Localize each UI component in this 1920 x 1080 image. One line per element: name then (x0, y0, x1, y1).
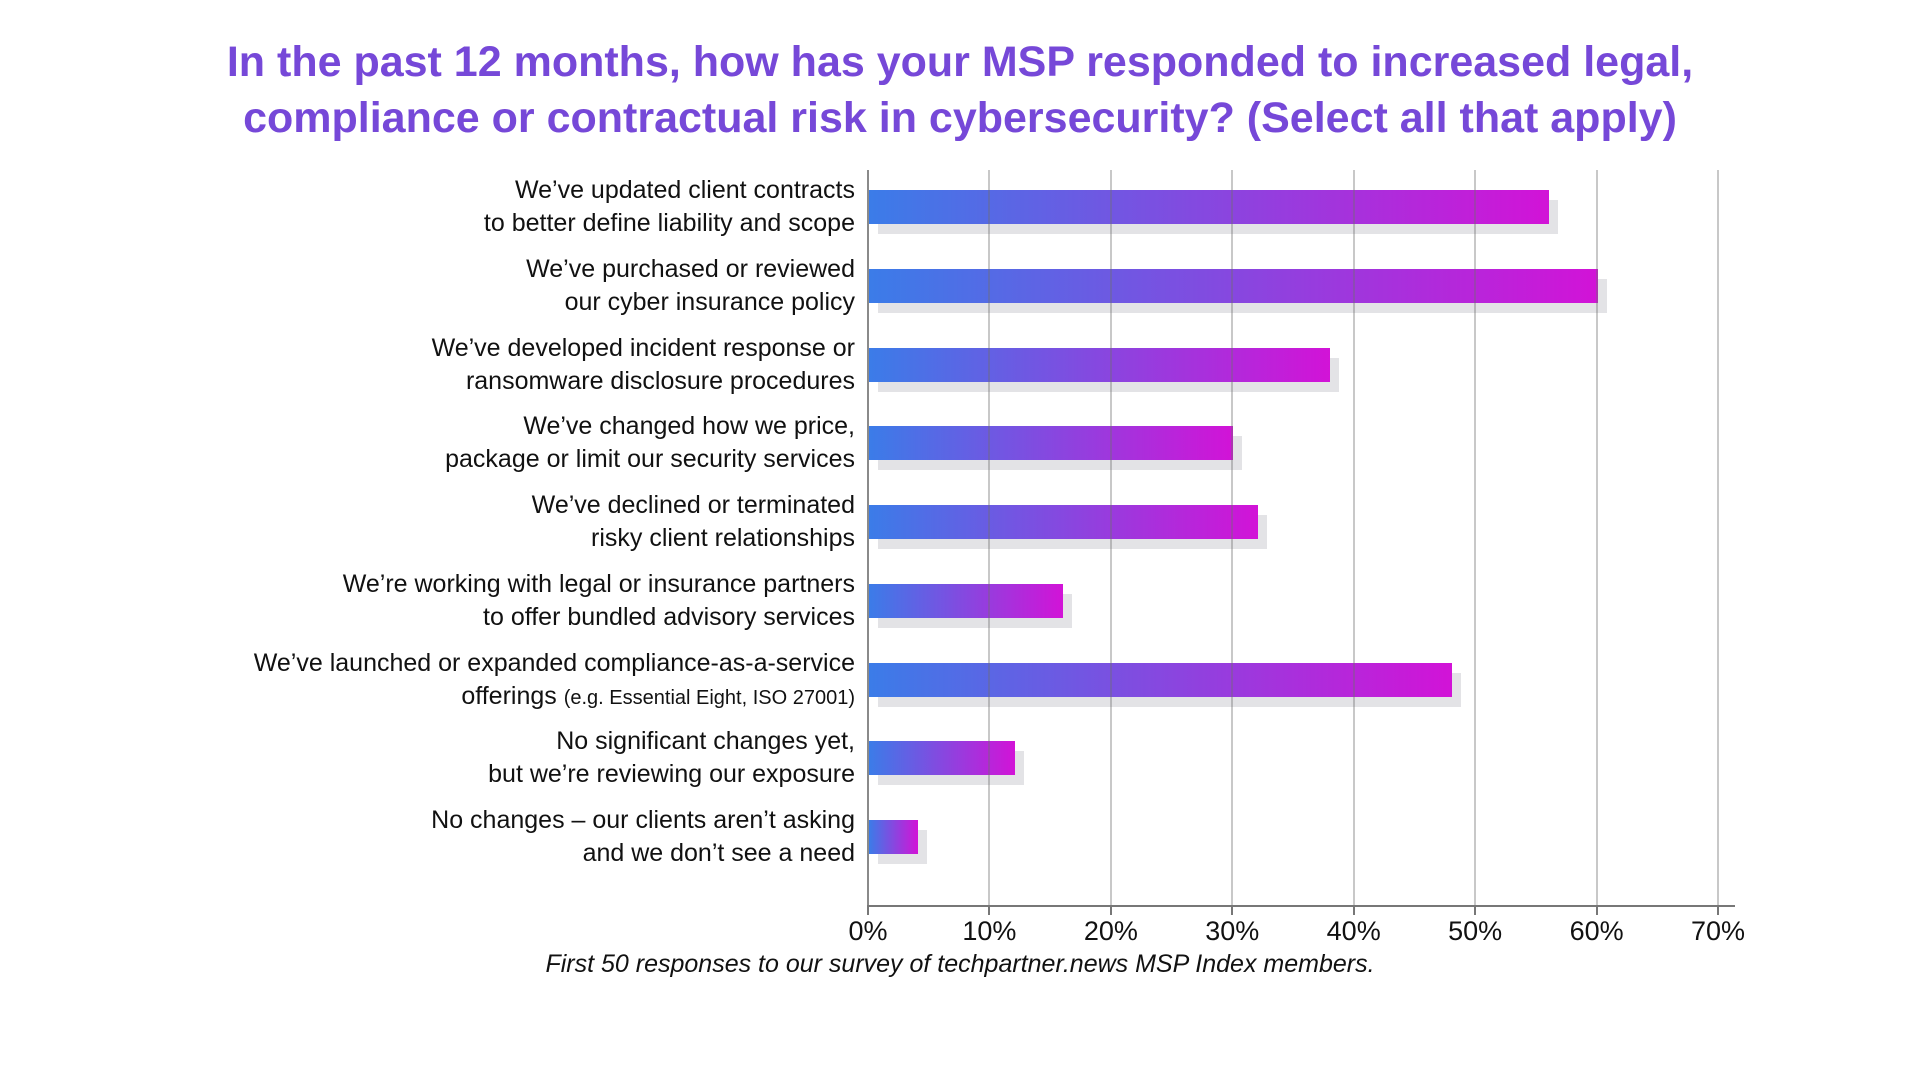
label-caas-offerings-note: (e.g. Essential Eight, ISO 27001) (563, 686, 855, 709)
plot-area (848, 170, 1746, 946)
label-pricing-changes: We’ve changed how we price, package or limit our security services (445, 412, 855, 474)
x-tick-20 (1110, 906, 1112, 915)
x-tick-40 (1353, 906, 1355, 915)
label-cyber-insurance: We’ve purchased or reviewed our cyber insurance policy (526, 254, 855, 316)
x-tick-60 (1596, 906, 1598, 915)
label-caas-offerings: We’ve launched or expanded compliance-as-a-service offerings (e.g. Essential Eight, ISO 27001) (253, 648, 855, 710)
label-legal-partners: We’re working with legal or insurance partners to offer bundled advisory services (342, 569, 855, 631)
x-tick-label-50: 50% (1448, 916, 1503, 946)
bar-legal-partners (869, 584, 1063, 618)
label-updated-contracts: We’ve updated client contracts to better define liability and scope (483, 176, 855, 237)
bar-no-changes (869, 820, 918, 854)
x-tick-50 (1474, 906, 1476, 915)
label-no-significant-changes: No significant changes yet, but we’re reviewing our exposure (488, 727, 855, 789)
x-tick-label-0: 0% (848, 916, 888, 946)
label-declined-clients: We’ve declined or terminated risky client relationships (531, 491, 855, 552)
bar-caas-offerings (869, 663, 1452, 697)
x-tick-10 (988, 906, 990, 915)
bar-no-significant-changes (869, 741, 1015, 775)
label-incident-response: We’ve developed incident response or ransomware disclosure procedures (431, 333, 855, 395)
label-no-changes: No changes – our clients aren’t asking and we don’t see a need (431, 806, 855, 867)
x-tick-70 (1717, 906, 1719, 915)
chart-title-line2: compliance or contractual risk in cybersecurity? (Select all that apply) (243, 94, 1677, 142)
x-tick-label-10: 10% (962, 916, 1017, 946)
bar-cyber-insurance (869, 269, 1598, 303)
x-tick-label-40: 40% (1326, 916, 1381, 946)
x-tick-0 (867, 906, 869, 915)
x-tick-label-30: 30% (1205, 916, 1260, 946)
bar-incident-response (869, 348, 1330, 382)
x-tick-30 (1231, 906, 1233, 915)
chart-title-line1: In the past 12 months, how has your MSP responded to increased legal, (226, 38, 1694, 86)
category-labels (0, 0, 855, 1080)
x-tick-label-60: 60% (1569, 916, 1624, 946)
bar-updated-contracts (869, 190, 1549, 224)
bar-pricing-changes (869, 426, 1233, 460)
source-note: First 50 responses to our survey of techpartner.news MSP Index members. (545, 950, 1375, 978)
bar-declined-clients (869, 505, 1258, 539)
bars-layer (867, 170, 1735, 906)
x-tick-label-70: 70% (1690, 916, 1746, 946)
x-tick-label-20: 20% (1083, 916, 1138, 946)
